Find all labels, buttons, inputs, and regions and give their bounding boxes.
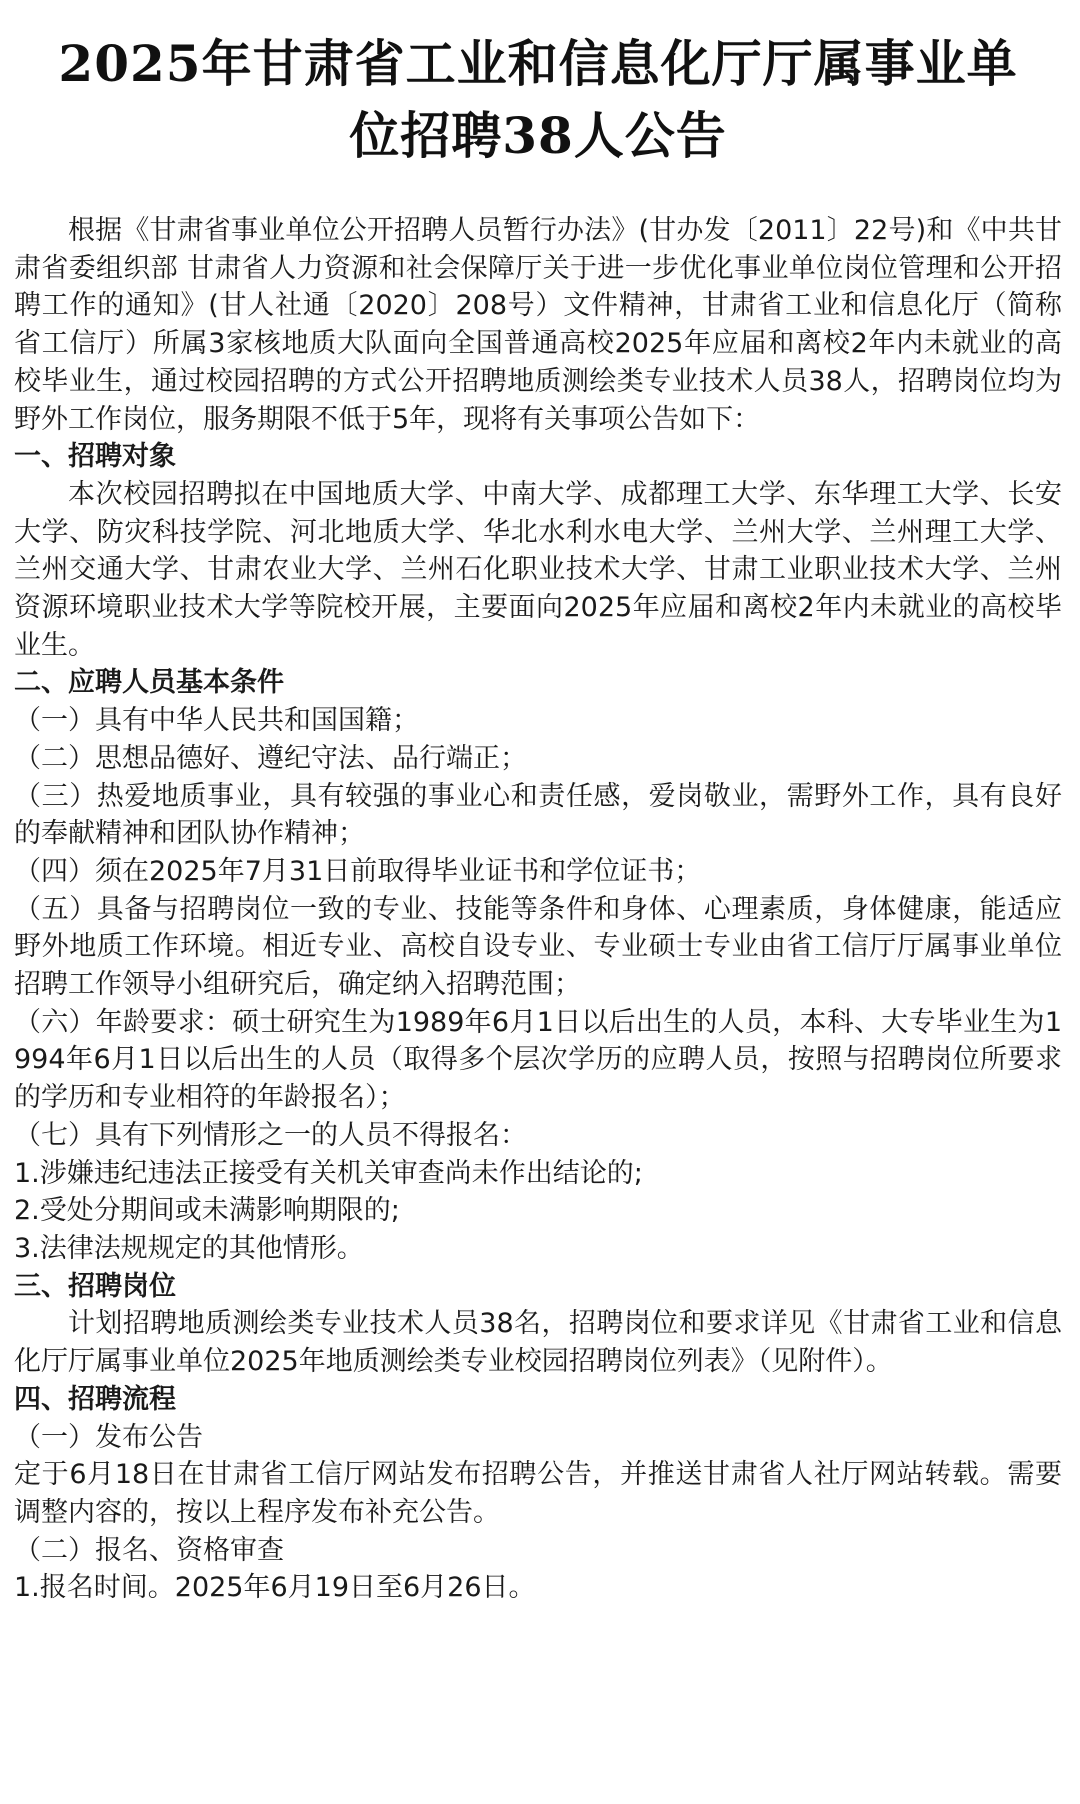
section-4-heading: 四、招聘流程 — [14, 1383, 176, 1415]
section-1-heading: 一、招聘对象 — [14, 441, 176, 473]
condition-item-3: （三）热爱地质事业，具有较强的事业心和责任感，爱岗敬业，需野外工作，具有良好的奉献精神和团队协作精神； — [14, 780, 1062, 850]
process-step-1-paragraph: 定于6月18日在甘肃省工信厅网站发布招聘公告，并推送甘肃省人社厅网站转载。需要调整内容的，按以上程序发布补充公告。 — [14, 1459, 1062, 1528]
title-line-1: 2025年甘肃省工业和信息化厅厅属事业单 — [58, 34, 1018, 93]
document-title — [14, 28, 1062, 172]
condition-item-4: （四）须在2025年7月31日前取得毕业证书和学位证书； — [14, 855, 702, 887]
section-2-heading: 二、应聘人员基本条件 — [14, 667, 284, 699]
condition-item-1: （一）具有中华人民共和国国籍； — [14, 705, 419, 737]
process-step-2-title: （二）报名、资格审查 — [14, 1534, 284, 1566]
section-1-paragraph: 本次校园招聘拟在中国地质大学、中南大学、成都理工大学、东华理工大学、长安大学、防灾科技学院、河北地质大学、华北水利水电大学、兰州大学、兰州理工大学、兰州交通大学、甘肃农业大学、兰州石化职业技术大学、甘肃工业职业技术大学、兰州资源环境职业技术大学等院校开展，主要面向2025年应届和离校2年内未就业的高校毕业生。 — [14, 478, 1062, 661]
process-step-1-title: （一）发布公告 — [14, 1421, 203, 1453]
condition-item-7: （七）具有下列情形之一的人员不得报名： — [14, 1119, 527, 1151]
exclusion-item-2: 2.受处分期间或未满影响期限的; — [14, 1195, 400, 1227]
condition-item-6: （六）年龄要求：硕士研究生为1989年6月1日以后出生的人员，本科、大专毕业生为1994年6月1日以后出生的人员（取得多个层次学历的应聘人员，按照与招聘岗位所要求的学历和专业相符的年龄报名）； — [14, 1006, 1062, 1114]
condition-item-2: （二）思想品德好、遵纪守法、品行端正； — [14, 742, 527, 774]
exclusion-item-3: 3.法律法规规定的其他情形。 — [14, 1232, 364, 1264]
condition-item-5: （五）具备与招聘岗位一致的专业、技能等条件和身体、心理素质，身体健康，能适应野外地质工作环境。相近专业、高校自设专业、专业硕士专业由省工信厅厅属事业单位招聘工作领导小组研究后，确定纳入招聘范围； — [14, 893, 1062, 1001]
intro-paragraph: 根据《甘肃省事业单位公开招聘人员暂行办法》(甘办发〔2011〕22号)和《中共甘肃省委组织部 甘肃省人力资源和社会保障厅关于进一步优化事业单位岗位管理和公开招聘工作的通知》(甘人社通〔2020〕208号）文件精神，甘肃省工业和信息化厅（简称省工信厅）所属3家核地质大队面向全国普通高校2025年应届和离校2年内未就业的高校毕业生，通过校园招聘的方式公开招聘地质测绘类专业技术人员38人，招聘岗位均为野外工作岗位，服务期限不低于5年，现将有关事项公告如下： — [14, 215, 1062, 435]
document-body — [14, 212, 1062, 1607]
section-3-paragraph: 计划招聘地质测绘类专业技术人员38名，招聘岗位和要求详见《甘肃省工业和信息化厅厅属事业单位2025年地质测绘类专业校园招聘岗位列表》（见附件）。 — [14, 1308, 1062, 1378]
exclusion-item-1: 1.涉嫌违纪违法正接受有关机关审查尚未作出结论的; — [14, 1157, 643, 1189]
process-step-2-item-1: 1.报名时间。2025年6月19日至6月26日。 — [14, 1572, 536, 1604]
title-line-2: 位招聘38人公告 — [349, 106, 727, 165]
section-3-heading: 三、招聘岗位 — [14, 1270, 176, 1302]
